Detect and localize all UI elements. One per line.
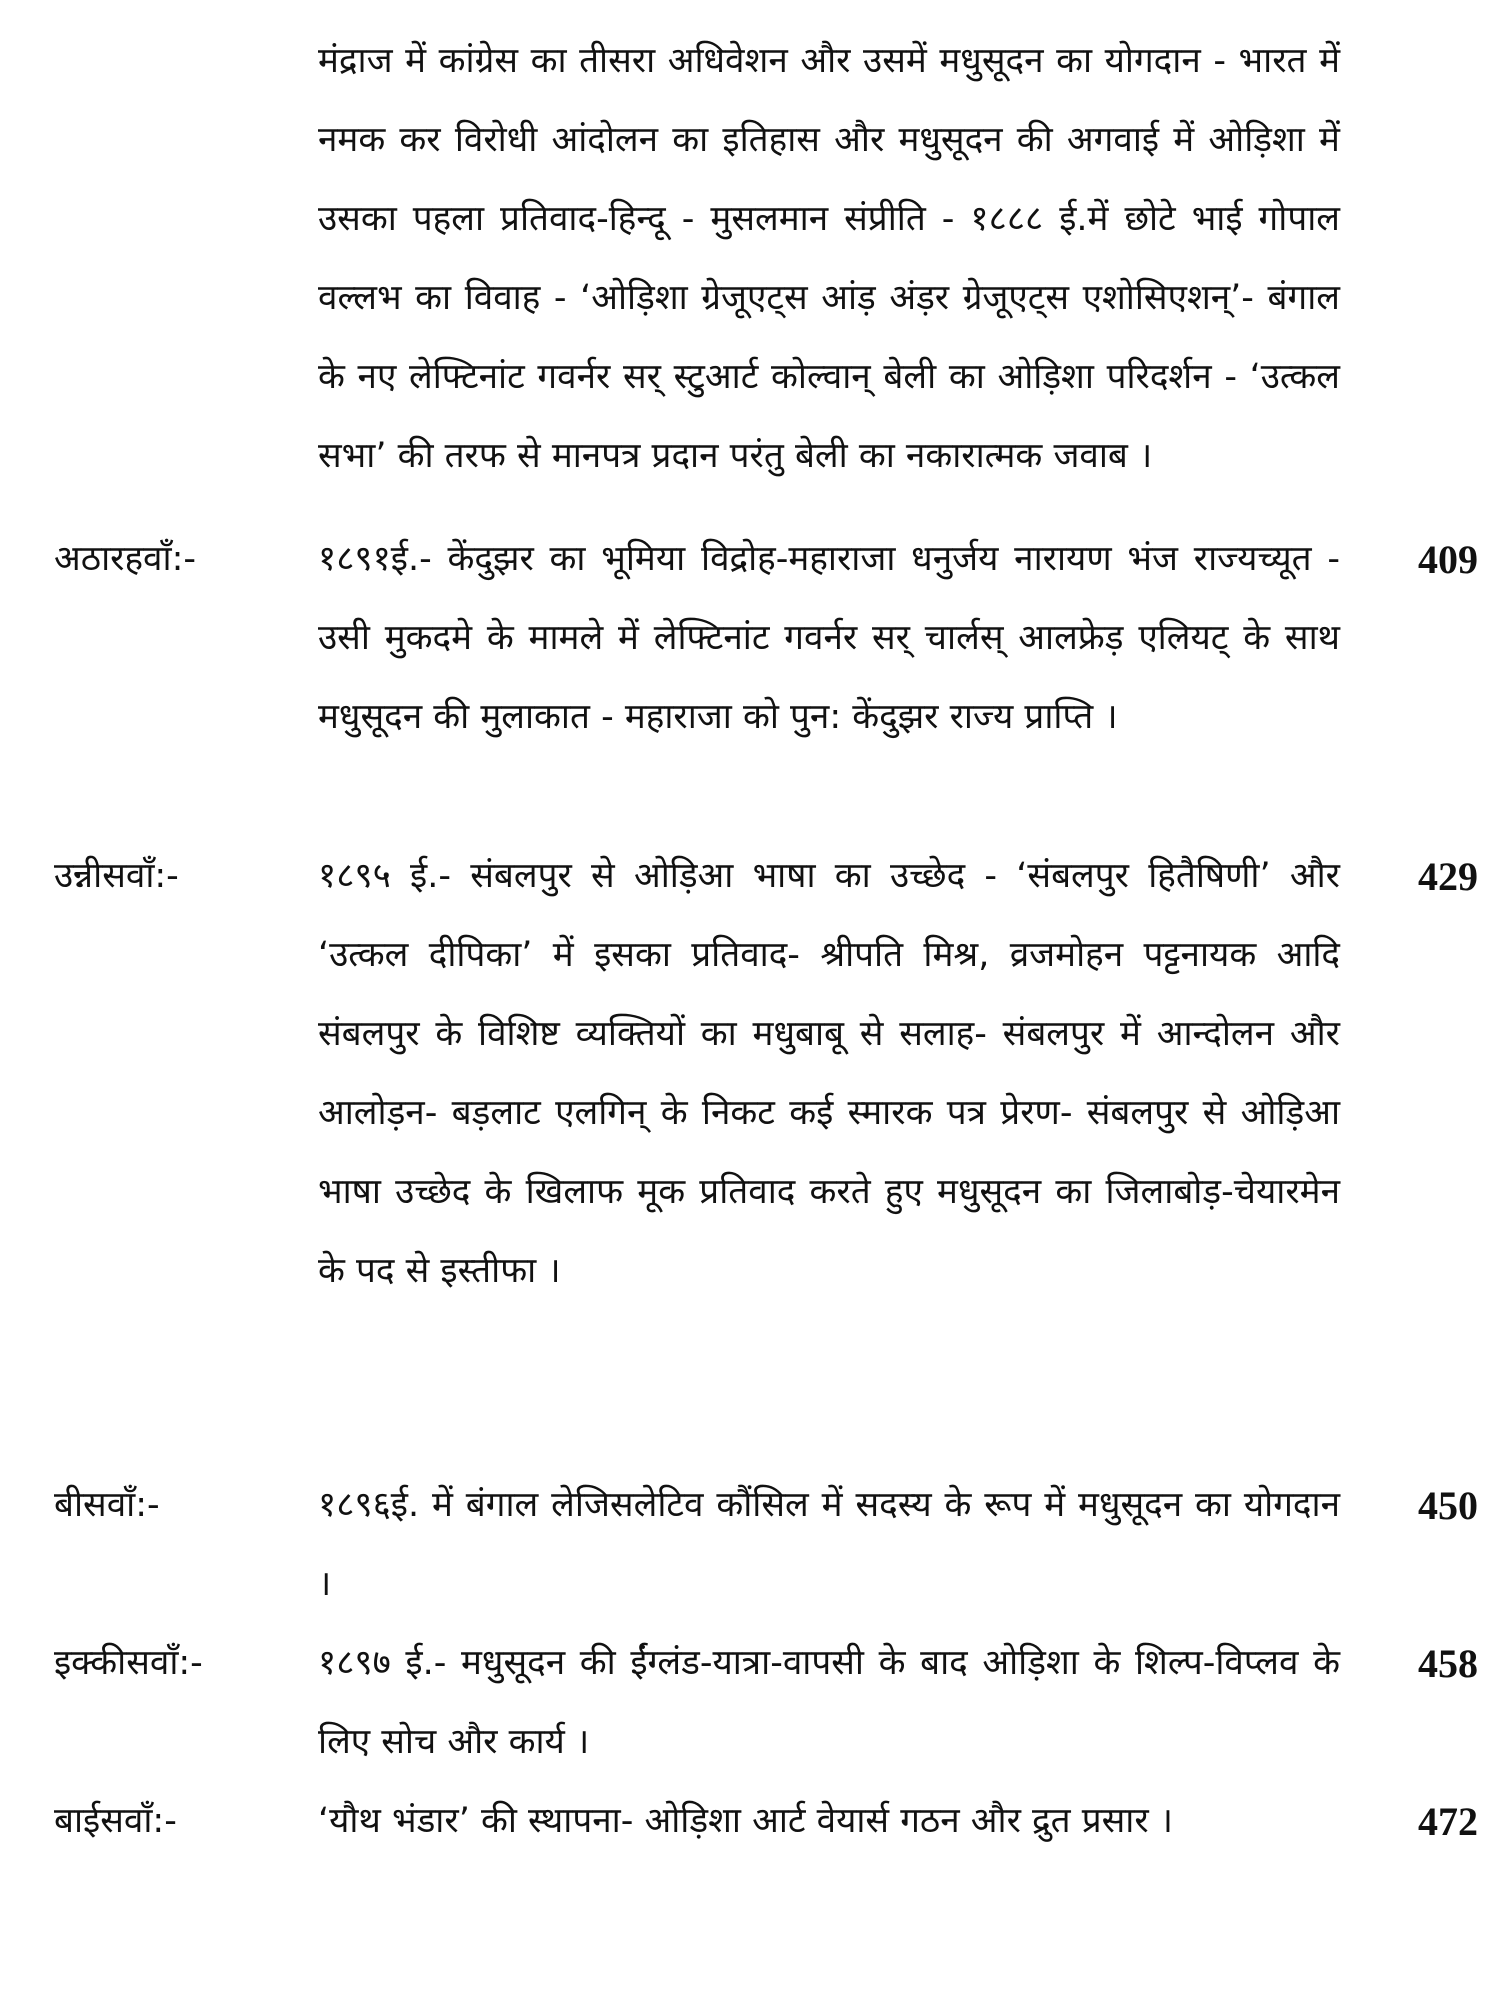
chapter-number-label: बाईसवाँ:- (54, 1801, 177, 1841)
continued-chapter-summary: मंद्राज में कांग्रेस का तीसरा अधिवेशन और उसमें मधुसूदन का योगदान - भारत में नमक कर विरोधी आंदोलन का इतिहास और मधुसूदन की अगवाई में ओड़िशा में उसका पहला प्रतिवाद-हिन्दू - मुसलमान संप्रीति - १८८८ ई.में छोटे भाई गोपाल वल्लभ का विवाह - ‘ओड़िशा ग्रेजूएट्स आंड़ अंड़र ग्रेजूएट्स एशोसिएशन्’- बंगाल के नए लेफ्टिनांट गवर्नर सर् स्टुआर्ट कोल्वान् बेली का ओड़िशा परिदर्शन - ‘उत्कल सभा’ की तरफ से मानपत्र प्रदान परंतु बेली का नकारात्मक जवाब । (318, 41, 1340, 476)
chapter-summary: १८९७ ई.- मधुसूदन की ईंग्लंड-यात्रा-वापसी के बाद ओड़िशा के शिल्प-विप्लव के लिए सोच और कार्य । (318, 1643, 1340, 1762)
chapter-number-label: उन्नीसवाँ:- (54, 856, 179, 896)
page-number: 429 (1418, 854, 1478, 899)
page-number: 472 (1418, 1799, 1478, 1844)
chapter-summary: १८९५ ई.- संबलपुर से ओड़िआ भाषा का उच्छेद - ‘संबलपुर हितैषिणी’ और ‘उत्कल दीपिका’ में इसका प्रतिवाद- श्रीपति मिश्र, व्रजमोहन पट्टनायक आदि संबलपुर के विशिष्ट व्यक्तियों का मधुबाबू से सलाह- संबलपुर में आन्दोलन और आलोड़न- बड़लाट एलगिन् के निकट कई स्मारक पत्र प्रेरण- संबलपुर से ओड़िआ भाषा उच्छेद के खिलाफ मूक प्रतिवाद करते हुए मधुसूदन का जिलाबोड़-चेयारमेन के पद से इस्तीफा । (318, 856, 1340, 1291)
chapter-number-label: अठारहवाँ:- (54, 539, 196, 579)
chapter-summary: १८९१ई.- केंदुझर का भूमिया विद्रोह-महाराजा धनुर्जय नारायण भंज राज्यच्यूत - उसी मुकदमे के मामले में लेफ्टिनांट गवर्नर सर् चार्लस् आलफ्रेड़ एलियट् के साथ मधुसूदन की मुलाकात - महाराजा को पुन: केंदुझर राज्य प्राप्ति । (318, 539, 1340, 737)
chapter-summary: ‘यौथ भंडार’ की स्थापना- ओड़िशा आर्ट वेयार्स गठन और द्रुत प्रसार । (318, 1801, 1174, 1841)
chapter-number-label: इक्कीसवाँ:- (54, 1643, 203, 1683)
page-number: 409 (1418, 537, 1478, 582)
page-number: 450 (1418, 1483, 1478, 1528)
chapter-number-label: बीसवाँ:- (54, 1485, 160, 1525)
page-number: 458 (1418, 1641, 1478, 1686)
chapter-summary: १८९६ई. में बंगाल लेजिसलेटिव कौंसिल में सदस्य के रूप में मधुसूदन का योगदान । (318, 1485, 1340, 1604)
